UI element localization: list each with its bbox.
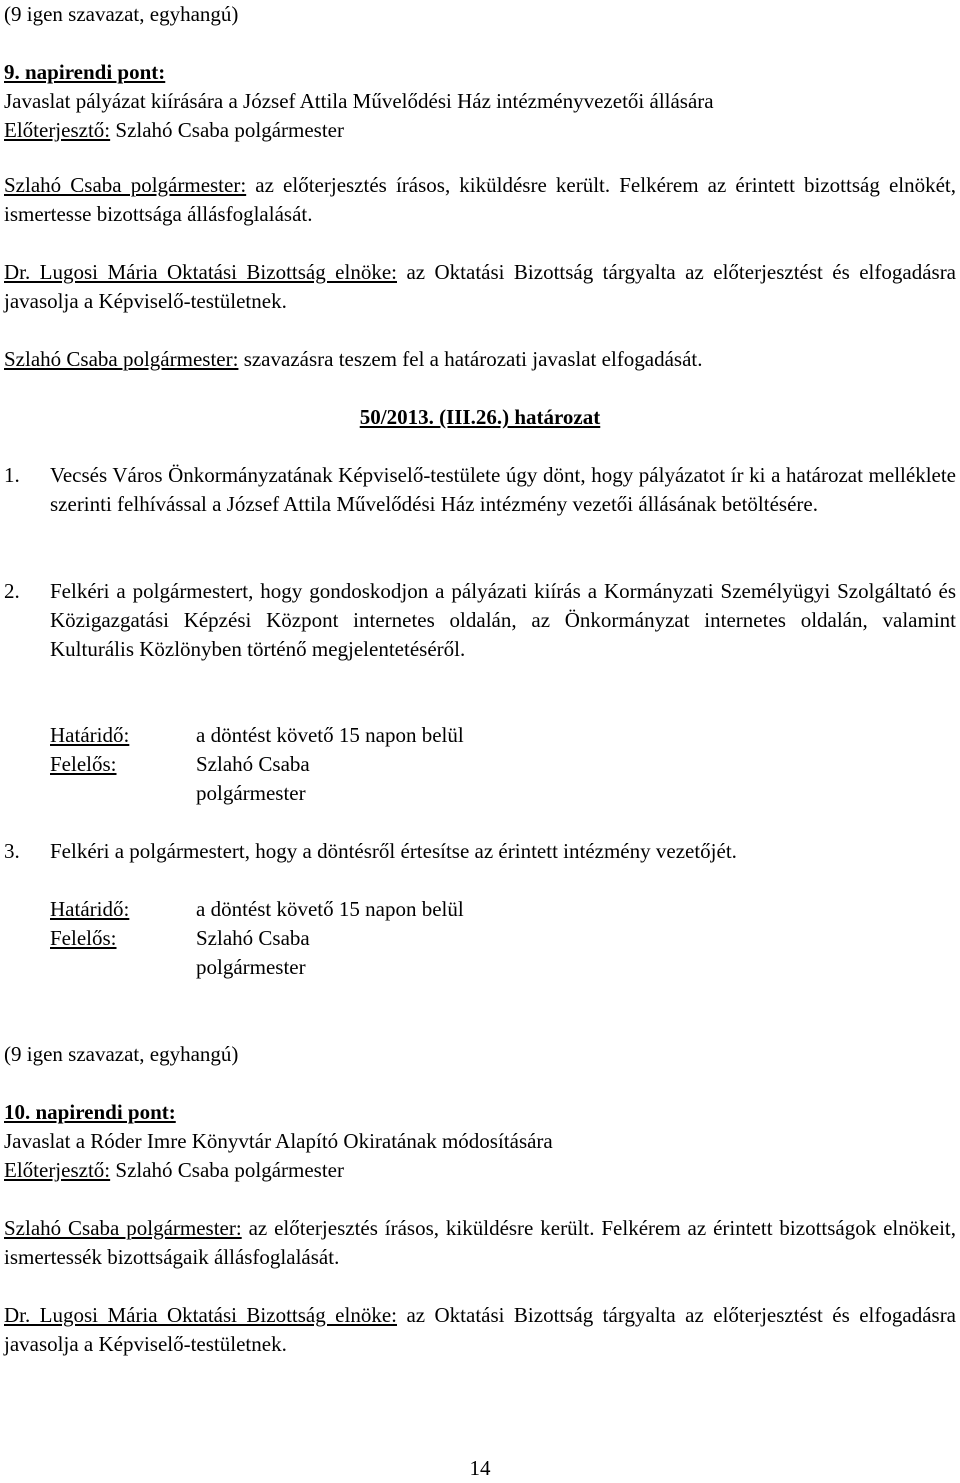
agenda-item-10-heading: 10. napirendi pont: — [4, 1100, 176, 1124]
deadline-responsible-block-2 — [50, 895, 750, 982]
vote-result-top: (9 igen szavazat, egyhangú) — [4, 2, 239, 26]
presenter-label: Előterjesztő: — [4, 118, 111, 142]
item-number: 3. — [4, 839, 20, 863]
item-text: Felkéri a polgármestert, hogy a döntésről értesítse az érintett intézmény vezetőjét. — [50, 839, 737, 863]
deadline-responsible-block-1 — [50, 721, 750, 808]
resolution-item-2 — [4, 577, 956, 664]
agenda-item-9-presenter-line — [4, 116, 956, 145]
agenda-item-9-heading: 9. napirendi pont: — [4, 60, 166, 84]
item-number: 2. — [4, 579, 20, 603]
responsible-value-name: Szlahó Csaba — [196, 926, 310, 950]
deadline-value: a döntést követő 15 napon belül — [196, 723, 464, 747]
responsible-value-title: polgármester — [196, 955, 306, 979]
item-text: Vecsés Város Önkormányzatának Képviselő-testülete úgy dönt, hogy pályázatot ír ki a határozat melléklete szerinti felhívással a József Attila Művelődési Ház intézmény vezetői állásának betöltésére. — [50, 463, 956, 516]
presenter-label: Előterjesztő: — [4, 1158, 111, 1182]
speech-mayor-vote-call — [4, 345, 956, 374]
responsible-label: Felelős: — [50, 752, 117, 776]
speaker-name: Dr. Lugosi Mária Oktatási Bizottság elnöke: — [4, 260, 397, 284]
responsible-value-name: Szlahó Csaba — [196, 752, 310, 776]
deadline-label: Határidő: — [50, 723, 130, 747]
resolution-item-3 — [4, 837, 956, 866]
speaker-name: Szlahó Csaba polgármester: — [4, 1216, 242, 1240]
speech-mayor-intro-10 — [4, 1214, 956, 1272]
presenter-name: Szlahó Csaba polgármester — [115, 118, 344, 142]
page-number: 14 — [469, 1456, 491, 1480]
vote-result-item-9: (9 igen szavazat, egyhangú) — [4, 1042, 239, 1066]
deadline-label: Határidő: — [50, 897, 130, 921]
speaker-name: Szlahó Csaba polgármester: — [4, 347, 239, 371]
agenda-item-10-title: Javaslat a Róder Imre Könyvtár Alapító Okiratának módosítására — [4, 1129, 553, 1153]
resolution-number: 50/2013. (III.26.) határozat — [359, 405, 601, 429]
speaker-name: Szlahó Csaba polgármester: — [4, 173, 247, 197]
speech-text: szavazásra teszem fel a határozati javaslat elfogadását. — [243, 347, 703, 371]
agenda-item-10-presenter-line — [4, 1156, 956, 1185]
agenda-item-9-title: Javaslat pályázat kiírására a József Attila Művelődési Ház intézményvezetői állására — [4, 89, 714, 113]
presenter-name: Szlahó Csaba polgármester — [115, 1158, 344, 1182]
resolution-item-1 — [4, 461, 956, 519]
speech-text: az Oktatási Bizottság tárgyalta az előterjesztést és elfogadásra javasolja a Képviselő-testületnek. — [4, 1303, 957, 1356]
speech-committee-chair-10 — [4, 1301, 956, 1359]
speech-text: az előterjesztés írásos, kiküldésre került. Felkérem az érintett bizottságok elnökeit, ismertessék bizottságaik állásfoglalását. — [4, 1216, 957, 1269]
deadline-value: a döntést követő 15 napon belül — [196, 897, 464, 921]
item-text: Felkéri a polgármestert, hogy gondoskodjon a pályázati kiírás a Kormányzati Személyügyi Szolgáltató és Közigazgatási Képzési Központ internetes oldalán, az Önkormányzat internetes oldalán, valamint Kulturális Közlönyben történő megjelentetéséről. — [50, 579, 956, 661]
speech-text: az Oktatási Bizottság tárgyalta az előterjesztést és elfogadásra javasolja a Képviselő-testületnek. — [4, 260, 957, 313]
speech-committee-chair — [4, 258, 956, 316]
responsible-value-title: polgármester — [196, 781, 306, 805]
speech-mayor-intro — [4, 171, 956, 229]
speech-text: az előterjesztés írásos, kiküldésre került. Felkérem az érintett bizottság elnökét, ismertesse bizottsága állásfoglalását. — [4, 173, 957, 226]
item-number: 1. — [4, 463, 20, 487]
speaker-name: Dr. Lugosi Mária Oktatási Bizottság elnöke: — [4, 1303, 397, 1327]
responsible-label: Felelős: — [50, 926, 117, 950]
